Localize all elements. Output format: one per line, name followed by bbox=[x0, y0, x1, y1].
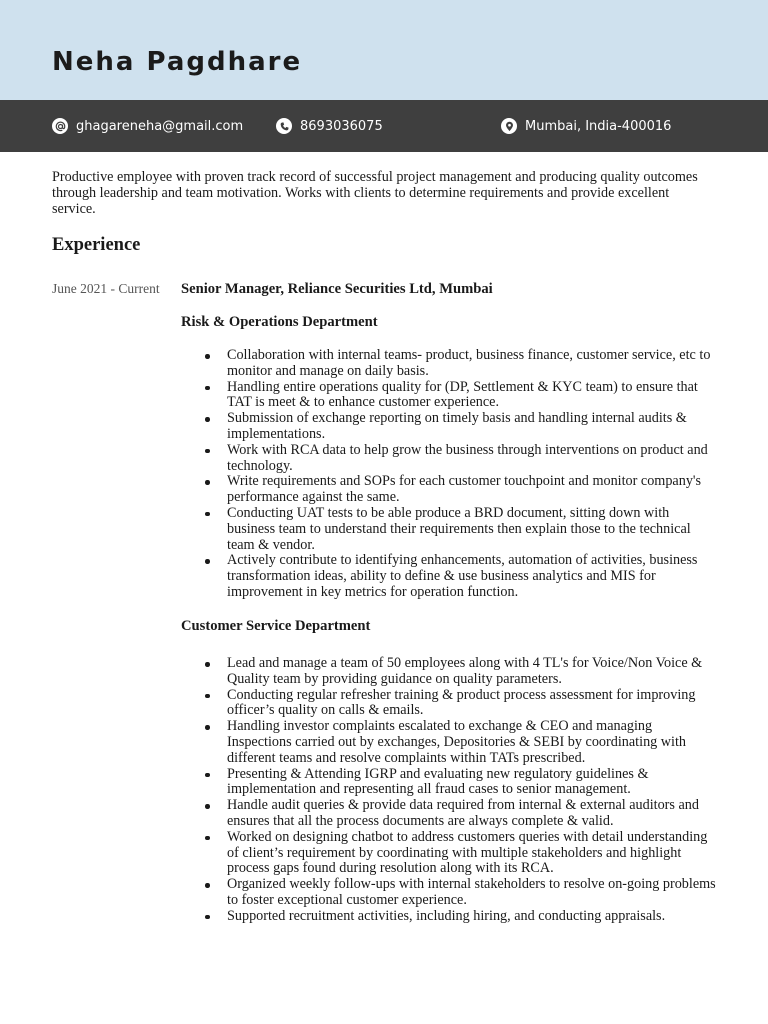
contact-location bbox=[501, 100, 671, 152]
experience-heading: Experience bbox=[52, 235, 141, 255]
department-bullet-list bbox=[227, 656, 717, 925]
list-item: Lead and manage a team of 50 employees along with 4 TL's for Voice/Non Voice & Quality team by providing guidance on quality parameters. bbox=[227, 656, 717, 688]
list-item: Presenting & Attending IGRP and evaluating new regulatory guidelines & implementation and representing all fraud cases to senior management. bbox=[227, 767, 717, 799]
list-item: Organized weekly follow-ups with internal stakeholders to resolve on-going problems to foster exceptional customer experience. bbox=[227, 876, 716, 908]
contact-bar bbox=[0, 100, 768, 152]
list-item: Handle audit queries & provide data required from internal & external auditors and ensures that all the process documents are always complete & valid. bbox=[227, 798, 717, 830]
department-bullet-list bbox=[227, 348, 717, 601]
list-item: Actively contribute to identifying enhancements, automation of activities, business transformation ideas, ability to define & use business analytics and MIS for improvement in key metrics for operation function. bbox=[227, 553, 717, 600]
contact-email-text: ghagareneha@gmail.com bbox=[76, 118, 244, 134]
list-item: Collaboration with internal teams- product, business finance, customer service, etc to monitor and manage on daily basis. bbox=[227, 348, 717, 380]
phone-icon bbox=[276, 118, 292, 134]
list-item: Handling investor complaints escalated to exchange & CEO and managing Inspections carried out by exchanges, Depositories & SEBI by coordinating with different teams and resolve complaints within TATs prescribed. bbox=[227, 719, 717, 766]
department-title: Risk & Operations Department bbox=[181, 314, 378, 330]
list-item: Conducting regular refresher training & product process assessment for improving officer’s quality on calls & emails. bbox=[227, 688, 717, 720]
job-date: June 2021 - Current bbox=[52, 281, 160, 296]
list-item: Handling entire operations quality for (DP, Settlement & KYC team) to ensure that TAT is meet & to enhance customer experience. bbox=[227, 380, 717, 412]
job-title: Senior Manager, Reliance Securities Ltd, Mumbai bbox=[181, 281, 493, 297]
contact-phone[interactable] bbox=[276, 100, 383, 152]
list-item: Worked on designing chatbot to address customers queries with detail understanding of client’s requirement by coordinating with multiple stakeholders and highlight process gaps found during resolution along with its RCA. bbox=[227, 830, 717, 877]
contact-email[interactable] bbox=[52, 100, 243, 152]
location-pin-icon bbox=[501, 118, 517, 134]
contact-location-text: Mumbai, India-400016 bbox=[525, 118, 672, 134]
list-item: Work with RCA data to help grow the business through interventions on product and technology. bbox=[227, 443, 717, 475]
list-item: Submission of exchange reporting on timely basis and handling internal audits & implementations. bbox=[227, 411, 717, 443]
contact-phone-text: 8693036075 bbox=[300, 118, 383, 134]
list-item: Write requirements and SOPs for each customer touchpoint and monitor company's performance against the same. bbox=[227, 474, 717, 506]
list-item: Supported recruitment activities, including hiring, and conducting appraisals. bbox=[227, 909, 717, 925]
list-item: Conducting UAT tests to be able produce a BRD document, sitting down with business team to understand their requirements then explain those to the technical team & vendor. bbox=[227, 506, 717, 553]
email-icon bbox=[52, 118, 68, 134]
department-title: Customer Service Department bbox=[181, 618, 371, 634]
candidate-name: Neha Pagdhare bbox=[52, 47, 303, 77]
summary: Productive employee with proven track record of successful project management and producing quality outcomes through leadership and team motivation. Works with clients to determine requirements and provide excellent service. bbox=[52, 169, 698, 217]
